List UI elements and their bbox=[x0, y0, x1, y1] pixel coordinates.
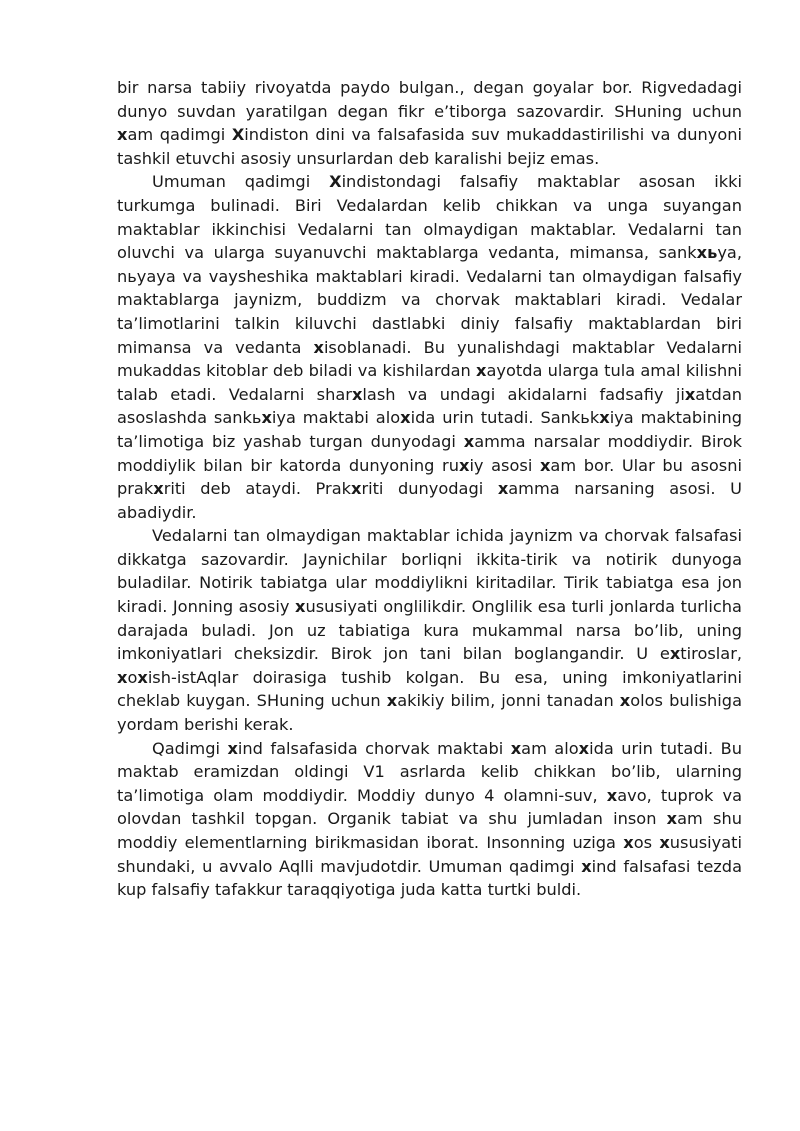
text-segment: lash va undagi akidalarni fadsafiy ji bbox=[362, 384, 685, 404]
document-page bbox=[117, 76, 742, 902]
bold-letter: x bbox=[294, 597, 306, 617]
bold-letter: x bbox=[497, 479, 509, 499]
bold-letter: x bbox=[666, 809, 678, 829]
bold-letter: x bbox=[463, 431, 475, 451]
text-segment: olos bulishiga yordam berishi kerak. bbox=[117, 691, 742, 735]
bold-letter: x bbox=[659, 833, 670, 852]
bold-letter: x bbox=[578, 738, 590, 758]
text-segment: am qadimgi bbox=[127, 125, 232, 145]
text-segment: indiston dini va falsafasida suv mukaddastirilishi va dunyoni tashkil etuvchi asosiy unsurlardan deb karalishi bejiz emas. bbox=[117, 125, 742, 168]
bold-letter: x bbox=[684, 384, 696, 404]
bold-letter: x bbox=[137, 667, 148, 687]
bold-letter: x bbox=[510, 738, 522, 758]
bold-letter: x bbox=[476, 361, 487, 381]
text-segment: ususiyati shundaki, u avvalo Aqlli mavjudotdir. Umuman qadimgi bbox=[117, 833, 742, 876]
text-segment: ya, nьyaya va vaysheshika maktablari kiradi. Vedalarni tan olmaydigan falsafiy maktablarga jaynizm, buddizm va chorvak maktablari kiradi. Vedalar ta’limotlarini talkin kiluvchi dastlabki diniy falsafiy maktablardan biri mimansa va vedanta bbox=[117, 243, 742, 357]
bold-letter: x bbox=[606, 785, 618, 805]
text-segment: atdan asoslashda sankь bbox=[117, 384, 743, 428]
text-segment: ida urin tutadi. Sankьk bbox=[410, 408, 600, 428]
bold-letter: x bbox=[117, 125, 128, 145]
bold-letter: x bbox=[539, 455, 551, 475]
bold-letter: x bbox=[623, 833, 634, 852]
bold-letter: x bbox=[400, 408, 411, 428]
body-paragraph bbox=[117, 524, 742, 736]
text-segment: indistondagi falsafiy maktablar asosan ikki turkumga bulinadi. Biri Vedalardan kelib chikkan va unga suyangan maktablar ikkinchisi Vedalarni tan olmaydigan maktablar. Vedalarni tan oluvchi va ularga suyanuvchi maktablarga vedanta, mimansa, sank bbox=[117, 172, 743, 263]
body-paragraph bbox=[117, 76, 742, 170]
text-segment: am alo bbox=[521, 738, 579, 758]
bold-letter: x bbox=[117, 667, 128, 687]
bold-letter: x bbox=[669, 644, 681, 664]
text-segment: o bbox=[127, 667, 138, 687]
text-segment: bir narsa tabiiy rivoyatda paydo bulgan., degan goyalar bor. Rigvedadagi dunyo suvdan yaratilgan degan fikr e’tiborga sazovardir. SHuning uchun bbox=[117, 78, 742, 121]
text-segment: ayotda ularga tula amal kilishni talab etadi. Vedalarni shar bbox=[117, 361, 743, 404]
bold-letter: x bbox=[581, 856, 592, 876]
bold-letter: x bbox=[313, 337, 324, 357]
text-segment: akikiy bilim, jonni tanadan bbox=[397, 691, 620, 711]
text-segment: amma narsalar moddiydir. Birok moddiylik bilan bir katorda dunyoning ru bbox=[117, 431, 743, 475]
text-segment: isoblanadi. Bu yunalishdagi maktablar Vedalarni mukaddas kitoblar deb biladi va kishilardan bbox=[117, 337, 742, 381]
text-segment: iya maktabining ta’limotiga biz yashab turgan dunyodagi bbox=[117, 408, 742, 451]
text-segment: am bor. Ular bu asosni prak bbox=[117, 455, 742, 499]
text-segment: ish-istAqlar doirasiga tushib kolgan. Bu esa, uning imkoniyatlarini cheklab kuygan. SHuning uchun bbox=[117, 667, 742, 711]
text-segment: am shu moddiy elementlarning birikmasidan iborat. Insonning uziga bbox=[117, 809, 742, 852]
bold-letter: x bbox=[227, 738, 238, 758]
text-segment: avo, tuprok va olovdan tashkil topgan. Organik tabiat va shu jumladan inson bbox=[117, 785, 742, 829]
body-paragraph bbox=[117, 170, 742, 524]
text-segment: iy asosi bbox=[469, 455, 540, 475]
bold-letter: x bbox=[458, 455, 470, 475]
body-paragraph bbox=[117, 737, 742, 902]
text-segment: riti dunyodagi bbox=[361, 479, 498, 499]
text-segment: Qadimgi bbox=[152, 738, 228, 758]
bold-letter: X bbox=[231, 125, 245, 145]
bold-letter: x bbox=[351, 384, 363, 404]
bold-letter: x bbox=[599, 408, 610, 428]
text-segment: riti deb ataydi. Prak bbox=[163, 479, 351, 499]
text-segment: Umuman qadimgi bbox=[152, 172, 330, 192]
bold-letter: x bbox=[153, 479, 164, 499]
bold-letter: x bbox=[261, 408, 272, 428]
bold-letter: x bbox=[350, 479, 362, 499]
text-segment: ind falsafasida chorvak maktabi bbox=[237, 738, 511, 758]
text-segment: iya maktabi alo bbox=[271, 408, 401, 428]
text-segment: ind falsafasi tezda kup falsafiy tafakkur taraqqiyotiga juda katta turtki buldi. bbox=[117, 856, 742, 900]
bold-letter: X bbox=[329, 172, 342, 192]
text-segment: ida urin tutadi. Bu maktab eramizdan oldingi V1 asrlarda kelib chikkan bo’lib, ularning ta’limotiga olam moddiydir. Moddiy dunyo 4 olamni-suv, bbox=[117, 738, 743, 805]
text-segment: Vedalarni tan olmaydigan maktablar ichida jaynizm va chorvak falsafasi dikkatga sazovardir. Jaynichilar borliqni ikkita-tirik va notirik dunyoga buladilar. Notirik tabiatga ular moddiylikni kiritadilar. Tirik tabiatga esa jon kiradi. Jonning asosiy bbox=[117, 526, 742, 617]
bold-letter: xь bbox=[696, 243, 718, 263]
text-segment: amma narsaning asosi. U abadiydir. bbox=[117, 479, 742, 522]
bold-letter: x bbox=[386, 691, 398, 711]
text-segment: os bbox=[633, 833, 660, 852]
text-segment: ususiyati onglilikdir. Onglilik esa turli jonlarda turlicha darajada buladi. Jon uz tabiatiga kura mukammal narsa bo’lib, uning imkoniyatlari cheksizdir. Birok jon tani bilan boglangandir. U e bbox=[117, 597, 742, 664]
text-segment: tiroslar, bbox=[680, 644, 742, 664]
bold-letter: x bbox=[619, 691, 631, 711]
